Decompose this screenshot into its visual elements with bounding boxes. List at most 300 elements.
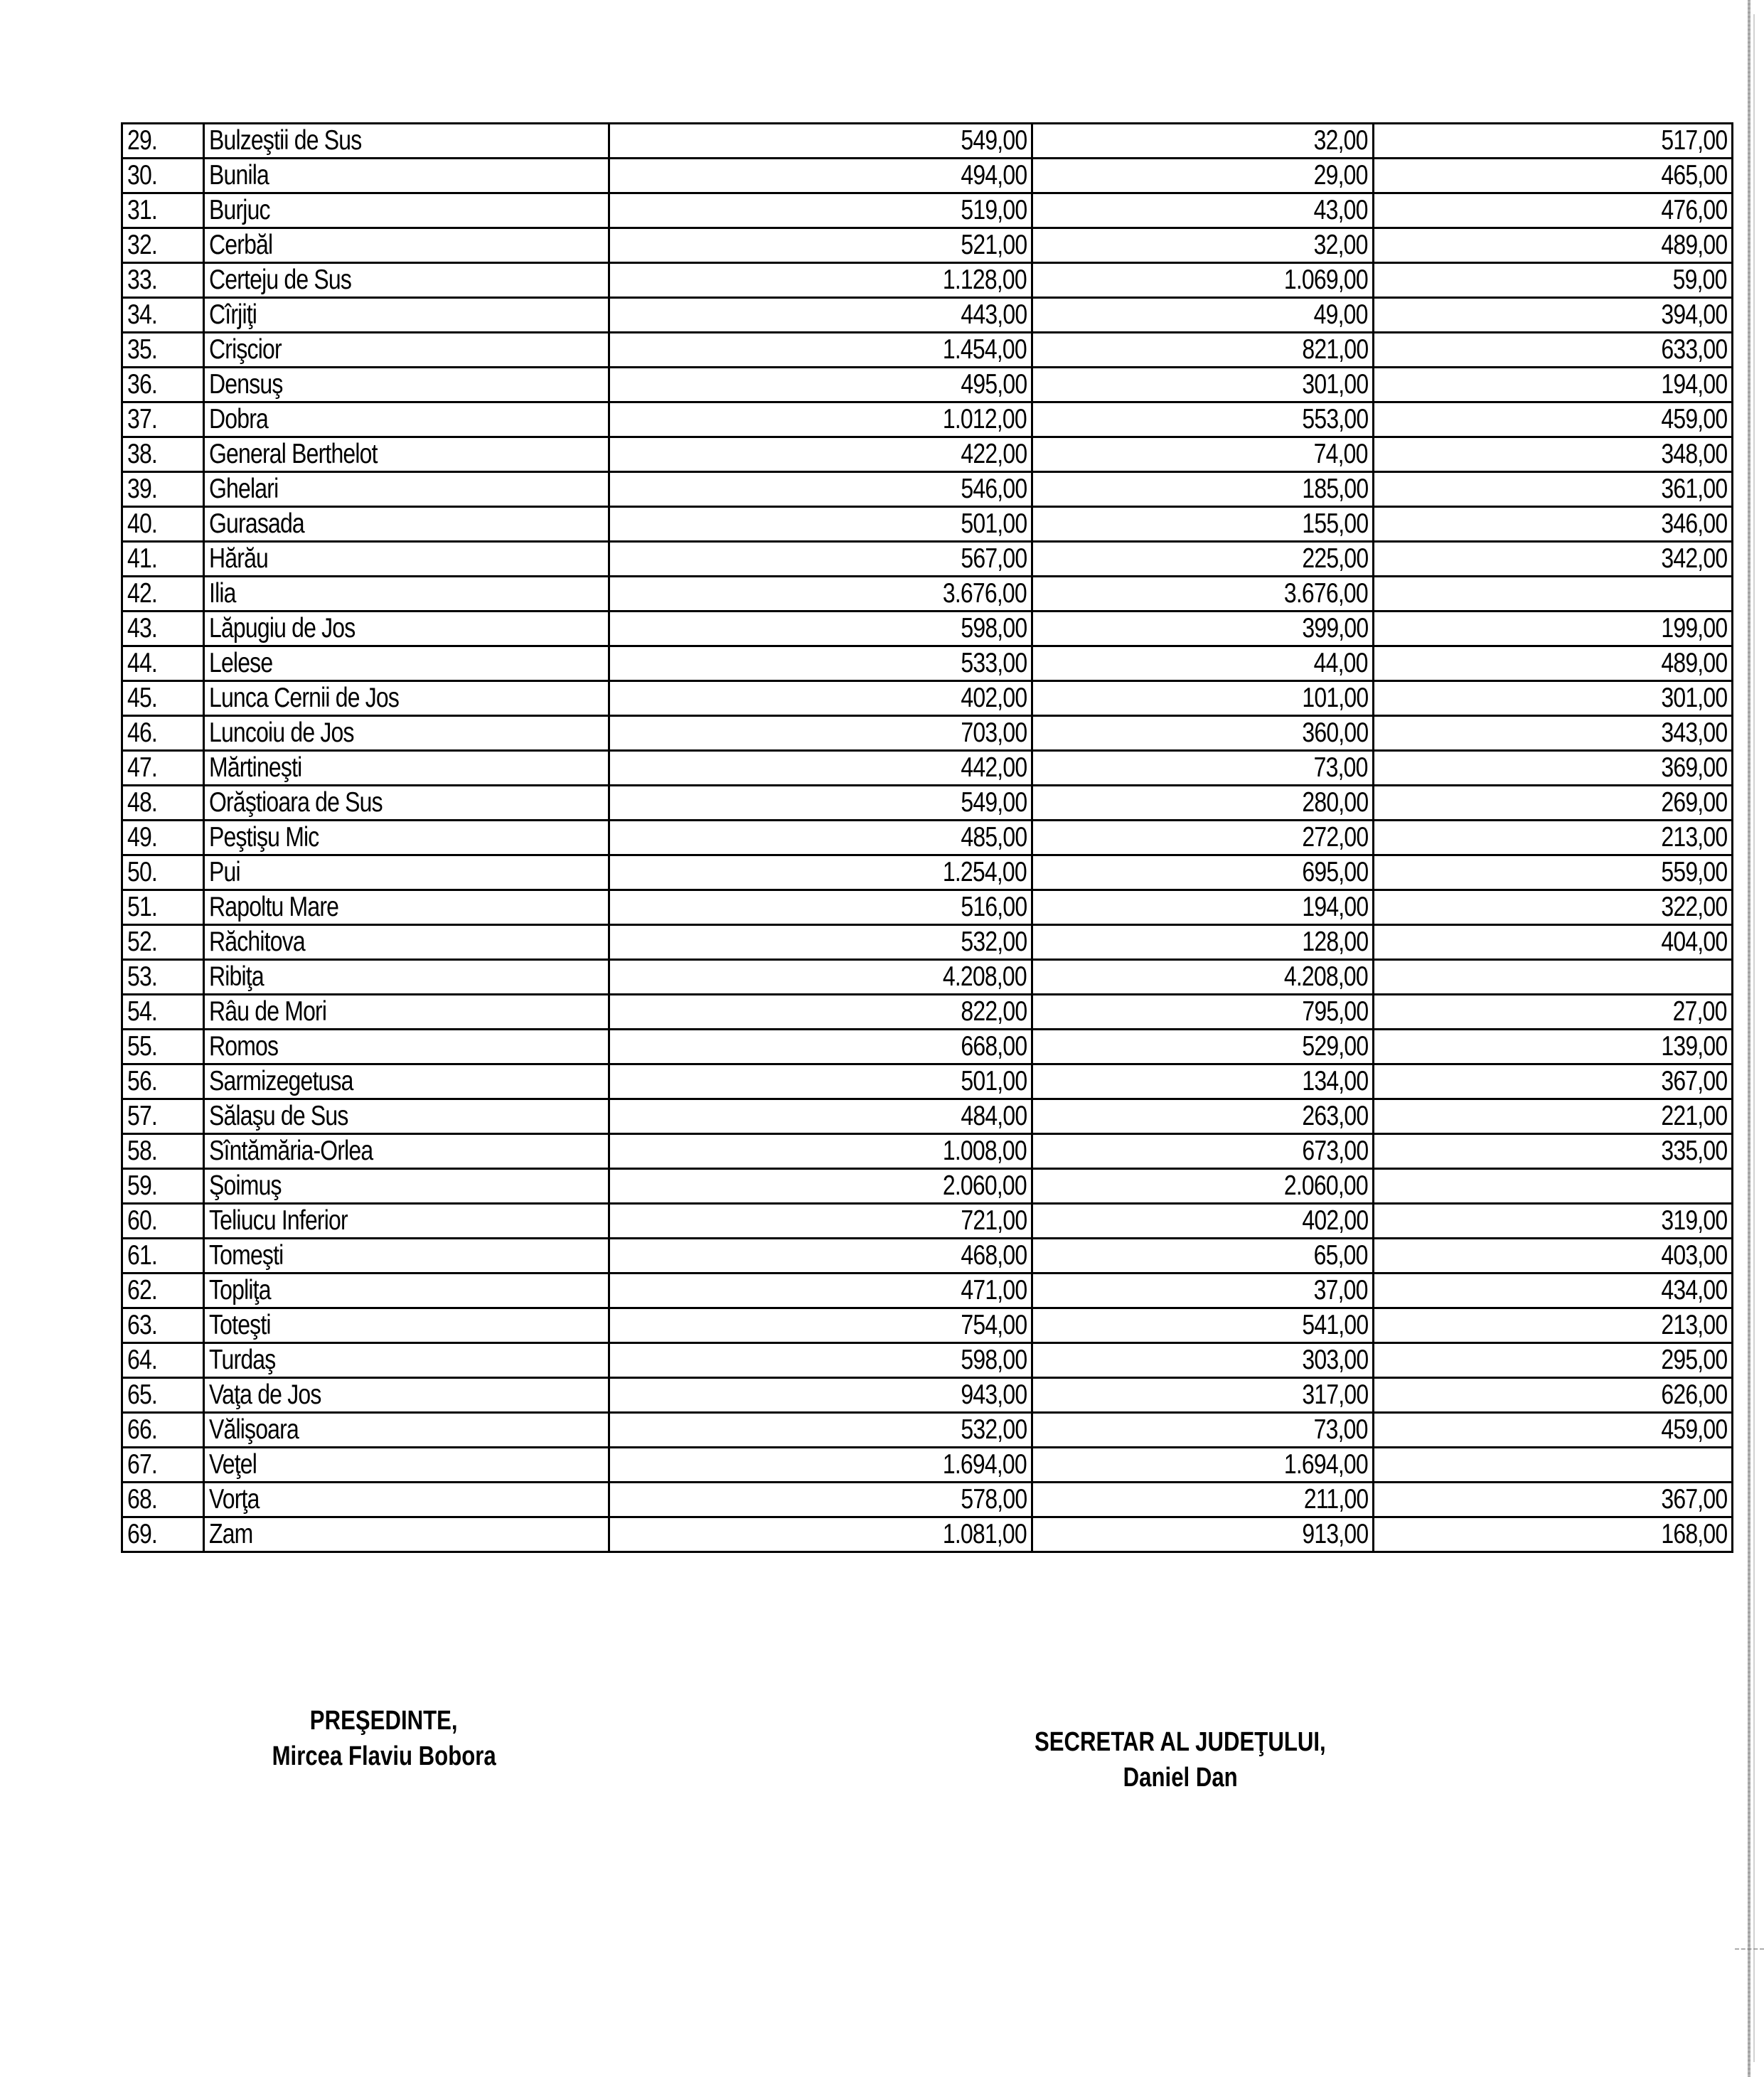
value-third-cell: [1374, 1413, 1733, 1448]
value-third-cell: [1374, 1064, 1733, 1099]
row-number-cell-text: 39.: [127, 474, 157, 504]
value-third-cell: [1374, 1343, 1733, 1378]
value-third-cell-text: 367,00: [1661, 1066, 1727, 1096]
locality-name-cell-text: Crişcior: [209, 334, 282, 365]
value-third-cell-text: 194,00: [1661, 369, 1727, 400]
scan-edge-artifact: [1748, 0, 1750, 2077]
locality-name-cell: [204, 1030, 609, 1064]
locality-name-cell: [204, 890, 609, 925]
table-row: [122, 577, 1733, 612]
table-row: [122, 995, 1733, 1030]
locality-name-cell: [204, 124, 609, 159]
value-total-cell: [609, 890, 1032, 925]
table-row: [122, 124, 1733, 159]
value-second-cell-text: 695,00: [1302, 857, 1368, 887]
value-second-cell: [1032, 333, 1374, 368]
value-total-cell-text: 567,00: [961, 543, 1027, 574]
row-number-cell: [122, 1308, 204, 1343]
value-total-cell: [609, 1169, 1032, 1204]
row-number-cell-text: 59.: [127, 1170, 157, 1201]
locality-name-cell-text: Vorţa: [209, 1484, 260, 1515]
value-total-cell-text: 754,00: [961, 1310, 1027, 1340]
locality-name-cell-text: Cerbăl: [209, 230, 273, 260]
row-number-cell-text: 34.: [127, 299, 157, 330]
value-third-cell-text: 27,00: [1673, 996, 1727, 1027]
locality-name-cell: [204, 1204, 609, 1239]
locality-name-cell: [204, 1378, 609, 1413]
locality-name-cell: [204, 1064, 609, 1099]
value-total-cell-text: 468,00: [961, 1240, 1027, 1271]
president-title: [213, 1703, 555, 1739]
value-second-cell-text: 65,00: [1314, 1240, 1368, 1271]
value-total-cell: [609, 1343, 1032, 1378]
row-number-cell-text: 66.: [127, 1414, 157, 1445]
row-number-cell: [122, 716, 204, 751]
locality-name-cell: [204, 577, 609, 612]
value-third-cell-text: 404,00: [1661, 927, 1727, 957]
row-number-cell: [122, 333, 204, 368]
value-second-cell-text: 155,00: [1302, 508, 1368, 539]
table-row: [122, 1239, 1733, 1274]
locality-name-cell-text: Zam: [209, 1519, 253, 1549]
value-third-cell-text: 295,00: [1661, 1345, 1727, 1375]
value-total-cell: [609, 960, 1032, 995]
locality-name-cell: [204, 612, 609, 646]
value-total-cell: [609, 1239, 1032, 1274]
table-row: [122, 646, 1733, 681]
row-number-cell-text: 33.: [127, 265, 157, 295]
value-total-cell: [609, 1378, 1032, 1413]
row-number-cell-text: 38.: [127, 439, 157, 469]
value-third-cell-text: 489,00: [1661, 230, 1727, 260]
locality-name-cell-text: Ghelari: [209, 474, 279, 504]
value-second-cell-text: 49,00: [1314, 299, 1368, 330]
row-number-cell-text: 50.: [127, 857, 157, 887]
row-number-cell: [122, 960, 204, 995]
row-number-cell: [122, 193, 204, 228]
value-second-cell-text: 913,00: [1302, 1519, 1368, 1549]
table-row: [122, 821, 1733, 855]
value-second-cell: [1032, 751, 1374, 786]
locality-name-cell-text: Sarmizegetusa: [209, 1066, 353, 1096]
row-number-cell-text: 54.: [127, 996, 157, 1027]
value-total-cell-text: 549,00: [961, 125, 1027, 156]
row-number-cell: [122, 159, 204, 193]
locality-name-cell-text: Rapoltu Mare: [209, 892, 339, 922]
row-number-cell-text: 41.: [127, 543, 157, 574]
value-second-cell-text: 32,00: [1314, 230, 1368, 260]
value-third-cell-text: 465,00: [1661, 160, 1727, 191]
value-total-cell: [609, 995, 1032, 1030]
value-second-cell: [1032, 960, 1374, 995]
value-total-cell-text: 943,00: [961, 1379, 1027, 1410]
value-total-cell: [609, 925, 1032, 960]
value-third-cell: [1374, 228, 1733, 263]
value-third-cell: [1374, 1239, 1733, 1274]
locality-name-cell-text: Lelese: [209, 648, 273, 678]
value-total-cell-text: 1.081,00: [943, 1519, 1027, 1549]
locality-name-cell-text: Bunila: [209, 160, 269, 191]
table-row: [122, 1064, 1733, 1099]
row-number-cell: [122, 681, 204, 716]
value-total-cell-text: 519,00: [961, 195, 1027, 225]
value-total-cell-text: 485,00: [961, 822, 1027, 853]
value-total-cell: [609, 333, 1032, 368]
value-total-cell-text: 1.454,00: [943, 334, 1027, 365]
row-number-cell: [122, 472, 204, 507]
value-second-cell: [1032, 124, 1374, 159]
row-number-cell-text: 63.: [127, 1310, 157, 1340]
value-third-cell-text: 269,00: [1661, 787, 1727, 818]
value-total-cell-text: 532,00: [961, 1414, 1027, 1445]
value-total-cell-text: 1.254,00: [943, 857, 1027, 887]
value-total-cell: [609, 437, 1032, 472]
value-second-cell-text: 821,00: [1302, 334, 1368, 365]
value-total-cell: [609, 1413, 1032, 1448]
value-second-cell-text: 399,00: [1302, 613, 1368, 644]
table-row: [122, 1343, 1733, 1378]
locality-name-cell: [204, 193, 609, 228]
row-number-cell-text: 32.: [127, 230, 157, 260]
row-number-cell: [122, 368, 204, 402]
allocation-table: [121, 122, 1733, 1553]
table-row: [122, 1204, 1733, 1239]
value-total-cell: [609, 402, 1032, 437]
value-total-cell-text: 668,00: [961, 1031, 1027, 1062]
value-second-cell: [1032, 716, 1374, 751]
value-total-cell-text: 4.208,00: [943, 961, 1027, 992]
value-third-cell: [1374, 1099, 1733, 1134]
value-third-cell: [1374, 1483, 1733, 1517]
value-total-cell: [609, 507, 1032, 542]
value-total-cell-text: 2.060,00: [943, 1170, 1027, 1201]
value-second-cell: [1032, 1378, 1374, 1413]
row-number-cell: [122, 124, 204, 159]
value-second-cell-text: 529,00: [1302, 1031, 1368, 1062]
row-number-cell: [122, 402, 204, 437]
row-number-cell: [122, 507, 204, 542]
scan-edge-tick: [1735, 1948, 1764, 1950]
value-second-cell: [1032, 821, 1374, 855]
locality-name-cell-text: Gurasada: [209, 508, 304, 539]
value-second-cell-text: 553,00: [1302, 404, 1368, 434]
value-total-cell: [609, 263, 1032, 298]
locality-name-cell: [204, 751, 609, 786]
value-total-cell-text: 471,00: [961, 1275, 1027, 1306]
locality-name-cell-text: Cîrjiţi: [209, 299, 257, 330]
value-total-cell: [609, 786, 1032, 821]
row-number-cell: [122, 751, 204, 786]
value-second-cell: [1032, 681, 1374, 716]
locality-name-cell: [204, 646, 609, 681]
value-second-cell: [1032, 159, 1374, 193]
value-total-cell: [609, 1099, 1032, 1134]
value-second-cell-text: 541,00: [1302, 1310, 1368, 1340]
value-third-cell-text: 319,00: [1661, 1205, 1727, 1236]
row-number-cell: [122, 786, 204, 821]
value-total-cell: [609, 1517, 1032, 1552]
value-total-cell-text: 1.128,00: [943, 265, 1027, 295]
value-third-cell: [1374, 1030, 1733, 1064]
table-row: [122, 228, 1733, 263]
table-row: [122, 263, 1733, 298]
value-total-cell: [609, 368, 1032, 402]
value-third-cell: [1374, 821, 1733, 855]
row-number-cell-text: 48.: [127, 787, 157, 818]
value-second-cell: [1032, 402, 1374, 437]
value-total-cell: [609, 472, 1032, 507]
value-total-cell-text: 822,00: [961, 996, 1027, 1027]
value-second-cell-text: 303,00: [1302, 1345, 1368, 1375]
value-second-cell: [1032, 855, 1374, 890]
locality-name-cell-text: Turdaş: [209, 1345, 276, 1375]
table-row: [122, 1134, 1733, 1169]
row-number-cell: [122, 577, 204, 612]
value-second-cell-text: 134,00: [1302, 1066, 1368, 1096]
table-row: [122, 1448, 1733, 1483]
locality-name-cell-text: Ribiţa: [209, 961, 264, 992]
locality-name-cell-text: Răchitova: [209, 927, 305, 957]
value-second-cell-text: 73,00: [1314, 752, 1368, 783]
value-second-cell-text: 43,00: [1314, 195, 1368, 225]
value-third-cell: [1374, 402, 1733, 437]
row-number-cell: [122, 1413, 204, 1448]
locality-name-cell: [204, 1517, 609, 1552]
locality-name-cell-text: Certeju de Sus: [209, 265, 352, 295]
value-total-cell-text: 1.012,00: [943, 404, 1027, 434]
value-second-cell-text: 32,00: [1314, 125, 1368, 156]
value-third-cell: [1374, 995, 1733, 1030]
value-total-cell-text: 703,00: [961, 717, 1027, 748]
locality-name-cell: [204, 1134, 609, 1169]
value-second-cell: [1032, 646, 1374, 681]
locality-name-cell: [204, 507, 609, 542]
value-third-cell-text: 517,00: [1661, 125, 1727, 156]
value-second-cell-text: 29,00: [1314, 160, 1368, 191]
locality-name-cell: [204, 402, 609, 437]
value-second-cell-text: 211,00: [1303, 1484, 1368, 1515]
locality-name-cell: [204, 263, 609, 298]
row-number-cell-text: 53.: [127, 961, 157, 992]
locality-name-cell-text: Romos: [209, 1031, 279, 1062]
row-number-cell-text: 44.: [127, 648, 157, 678]
value-third-cell: [1374, 577, 1733, 612]
locality-name-cell: [204, 1239, 609, 1274]
value-third-cell-text: 361,00: [1661, 474, 1727, 504]
value-total-cell-text: 1.694,00: [943, 1449, 1027, 1480]
value-total-cell-text: 598,00: [961, 1345, 1027, 1375]
row-number-cell: [122, 1448, 204, 1483]
row-number-cell: [122, 263, 204, 298]
table-row: [122, 1030, 1733, 1064]
row-number-cell: [122, 1343, 204, 1378]
secretary-title: [981, 1724, 1379, 1760]
row-number-cell: [122, 1517, 204, 1552]
value-total-cell-text: 546,00: [961, 474, 1027, 504]
table-row: [122, 159, 1733, 193]
value-second-cell-text: 795,00: [1302, 996, 1368, 1027]
value-third-cell-text: 59,00: [1673, 265, 1727, 295]
table-row: [122, 402, 1733, 437]
value-third-cell-text: 168,00: [1661, 1519, 1727, 1549]
value-total-cell-text: 402,00: [961, 683, 1027, 713]
value-second-cell-text: 317,00: [1302, 1379, 1368, 1410]
row-number-cell: [122, 1483, 204, 1517]
value-third-cell: [1374, 855, 1733, 890]
row-number-cell-text: 61.: [127, 1240, 157, 1271]
row-number-cell-text: 60.: [127, 1205, 157, 1236]
row-number-cell-text: 31.: [127, 195, 157, 225]
locality-name-cell: [204, 368, 609, 402]
value-total-cell: [609, 1134, 1032, 1169]
row-number-cell-text: 64.: [127, 1345, 157, 1375]
value-total-cell: [609, 646, 1032, 681]
table-row: [122, 1099, 1733, 1134]
row-number-cell: [122, 1134, 204, 1169]
row-number-cell-text: 56.: [127, 1066, 157, 1096]
value-total-cell: [609, 751, 1032, 786]
value-third-cell: [1374, 786, 1733, 821]
value-third-cell-text: 348,00: [1661, 439, 1727, 469]
row-number-cell-text: 35.: [127, 334, 157, 365]
value-second-cell: [1032, 1169, 1374, 1204]
row-number-cell-text: 45.: [127, 683, 157, 713]
value-third-cell: [1374, 1134, 1733, 1169]
value-total-cell: [609, 159, 1032, 193]
value-third-cell-text: 346,00: [1661, 508, 1727, 539]
locality-name-cell: [204, 333, 609, 368]
locality-name-cell: [204, 298, 609, 333]
locality-name-cell: [204, 1483, 609, 1517]
value-third-cell: [1374, 960, 1733, 995]
locality-name-cell-text: Orăştioara de Sus: [209, 787, 383, 818]
value-second-cell: [1032, 263, 1374, 298]
value-third-cell-text: 221,00: [1661, 1101, 1727, 1131]
value-total-cell: [609, 1030, 1032, 1064]
table-row: [122, 855, 1733, 890]
row-number-cell-text: 37.: [127, 404, 157, 434]
value-second-cell-text: 73,00: [1314, 1414, 1368, 1445]
table-row: [122, 1517, 1733, 1552]
row-number-cell: [122, 890, 204, 925]
value-second-cell: [1032, 1134, 1374, 1169]
value-third-cell-text: 213,00: [1661, 1310, 1727, 1340]
locality-name-cell: [204, 821, 609, 855]
value-third-cell-text: 139,00: [1661, 1031, 1727, 1062]
value-total-cell-text: 494,00: [961, 160, 1027, 191]
locality-name-cell-text: Dobra: [209, 404, 269, 434]
value-third-cell: [1374, 1169, 1733, 1204]
table-row: [122, 681, 1733, 716]
locality-name-cell: [204, 681, 609, 716]
value-third-cell-text: 322,00: [1661, 892, 1727, 922]
row-number-cell: [122, 228, 204, 263]
row-number-cell: [122, 1099, 204, 1134]
value-second-cell-text: 1.694,00: [1284, 1449, 1368, 1480]
locality-name-cell-text: Pui: [209, 857, 240, 887]
row-number-cell: [122, 1239, 204, 1274]
value-total-cell: [609, 193, 1032, 228]
value-second-cell-text: 44,00: [1314, 648, 1368, 678]
value-second-cell: [1032, 1413, 1374, 1448]
row-number-cell: [122, 1030, 204, 1064]
value-second-cell-text: 225,00: [1302, 543, 1368, 574]
row-number-cell: [122, 646, 204, 681]
table-row: [122, 193, 1733, 228]
row-number-cell-text: 65.: [127, 1379, 157, 1410]
value-total-cell-text: 598,00: [961, 613, 1027, 644]
value-third-cell: [1374, 681, 1733, 716]
value-third-cell: [1374, 1378, 1733, 1413]
row-number-cell: [122, 612, 204, 646]
row-number-cell: [122, 542, 204, 577]
value-second-cell: [1032, 1099, 1374, 1134]
value-second-cell-text: 4.208,00: [1284, 961, 1368, 992]
value-second-cell: [1032, 193, 1374, 228]
secretary-name-text: Daniel Dan: [1123, 1763, 1238, 1793]
value-second-cell: [1032, 472, 1374, 507]
value-third-cell: [1374, 716, 1733, 751]
value-second-cell-text: 301,00: [1302, 369, 1368, 400]
secretary-title-text: SECRETAR AL JUDEŢULUI,: [1035, 1727, 1326, 1757]
value-second-cell-text: 1.069,00: [1284, 265, 1368, 295]
value-third-cell: [1374, 1308, 1733, 1343]
value-second-cell-text: 128,00: [1302, 927, 1368, 957]
value-second-cell: [1032, 1064, 1374, 1099]
row-number-cell: [122, 855, 204, 890]
locality-name-cell-text: Burjuc: [209, 195, 270, 225]
value-second-cell: [1032, 542, 1374, 577]
value-second-cell-text: 3.676,00: [1284, 578, 1368, 609]
value-third-cell: [1374, 124, 1733, 159]
value-second-cell: [1032, 1274, 1374, 1308]
row-number-cell-text: 30.: [127, 160, 157, 191]
value-total-cell-text: 721,00: [961, 1205, 1027, 1236]
value-total-cell: [609, 1483, 1032, 1517]
table-row: [122, 612, 1733, 646]
value-third-cell-text: 369,00: [1661, 752, 1727, 783]
value-second-cell: [1032, 1517, 1374, 1552]
value-second-cell: [1032, 925, 1374, 960]
table-row: [122, 1274, 1733, 1308]
value-third-cell: [1374, 333, 1733, 368]
locality-name-cell: [204, 1343, 609, 1378]
row-number-cell-text: 57.: [127, 1101, 157, 1131]
value-total-cell-text: 516,00: [961, 892, 1027, 922]
president-name: [213, 1739, 555, 1774]
table-row: [122, 1378, 1733, 1413]
value-total-cell: [609, 716, 1032, 751]
value-total-cell-text: 549,00: [961, 787, 1027, 818]
value-total-cell-text: 533,00: [961, 648, 1027, 678]
locality-name-cell-text: Bulzeştii de Sus: [209, 125, 362, 156]
value-second-cell-text: 2.060,00: [1284, 1170, 1368, 1201]
value-third-cell: [1374, 751, 1733, 786]
value-third-cell: [1374, 1274, 1733, 1308]
locality-name-cell: [204, 1169, 609, 1204]
value-second-cell: [1032, 228, 1374, 263]
value-third-cell-text: 343,00: [1661, 717, 1727, 748]
president-name-text: Mircea Flaviu Bobora: [272, 1741, 496, 1771]
value-second-cell: [1032, 1343, 1374, 1378]
locality-name-cell-text: Peştişu Mic: [209, 822, 319, 853]
value-total-cell: [609, 821, 1032, 855]
table-row: [122, 298, 1733, 333]
row-number-cell-text: 62.: [127, 1275, 157, 1306]
value-total-cell-text: 422,00: [961, 439, 1027, 469]
value-total-cell: [609, 228, 1032, 263]
value-total-cell: [609, 124, 1032, 159]
